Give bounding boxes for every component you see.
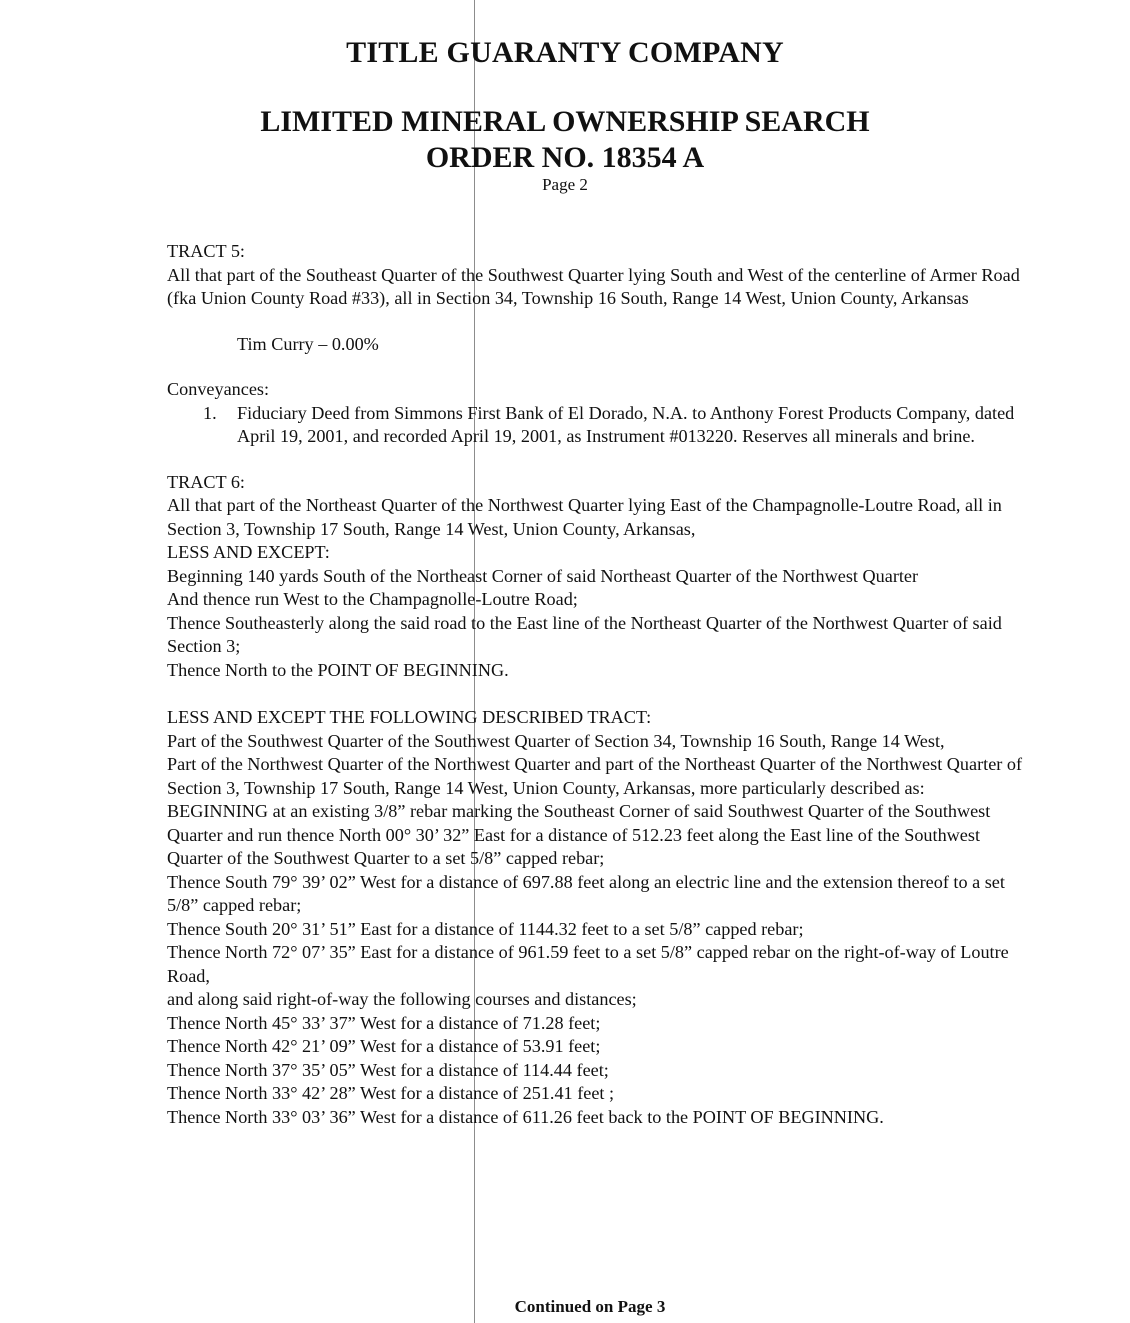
except-line: and along said right-of-way the following courses and distances; xyxy=(167,989,637,1009)
except-line: Thence South 20° 31’ 51” East for a distance of 1144.32 feet to a set 5/8” capped rebar; xyxy=(167,918,804,939)
except-heading: LESS AND EXCEPT THE FOLLOWING DESCRIBED TRACT: xyxy=(167,707,652,727)
tract6-line: All that part of the Northeast Quarter of the Northwest Quarter lying East of the Champagnolle-Loutre Road, all in Section 3, Township 17 South, Range 14 West, Union County, Arkansas, xyxy=(167,495,1002,539)
tract6-line: And thence run West to the Champagnolle-Loutre Road; xyxy=(167,589,578,609)
tract6-line: Thence Southeasterly along the said road to the East line of the Northeast Quarter of the Northwest Quarter of said Section 3; xyxy=(167,612,1002,656)
conveyance-text: Fiduciary Deed from Simmons First Bank of El Dorado, N.A. to Anthony Forest Products Company, dated April 19, 2001, and recorded April 19, 2001, as Instrument #013220. Reserves all minerals and brine. xyxy=(237,402,1015,446)
document-title xyxy=(0,104,1130,176)
document-title-line1: LIMITED MINERAL OWNERSHIP SEARCH xyxy=(260,105,870,138)
except-line: Thence North 45° 33’ 37” West for a distance of 71.28 feet; xyxy=(167,1012,601,1033)
tract5-owner: Tim Curry – 0.00% xyxy=(237,333,379,354)
company-name: TITLE GUARANTY COMPANY xyxy=(346,36,784,69)
tract5-heading: TRACT 5: xyxy=(167,241,245,261)
tract6-line: Thence North to the POINT OF BEGINNING. xyxy=(167,659,509,680)
except-line: Thence North 37° 35’ 05” West for a distance of 114.44 feet; xyxy=(167,1059,609,1080)
conveyance-number: 1. xyxy=(203,402,217,423)
tract6-line: LESS AND EXCEPT: xyxy=(167,542,330,562)
conveyance-item xyxy=(167,402,1027,449)
except-line: Thence North 72° 07’ 35” East for a distance of 961.59 feet to a set 5/8” capped rebar on the right-of-way of Loutre Road, xyxy=(167,942,1009,986)
tract5-description: All that part of the Southeast Quarter of the Southwest Quarter lying South and West of the centerline of Armer Road (fka Union County Road #33), all in Section 34, Township 16 South, Range 14 West, Union County, Arkansas xyxy=(167,264,1020,308)
except-line: Thence North 33° 42’ 28” West for a distance of 251.41 feet ; xyxy=(167,1083,615,1103)
except-line: Thence South 79° 39’ 02” West for a distance of 697.88 feet along an electric line and the extension thereof to a set 5/8” capped rebar; xyxy=(167,871,1005,915)
tract6-heading: TRACT 6: xyxy=(167,471,245,492)
except-line: Thence North 33° 03’ 36” West for a distance of 611.26 feet back to the POINT OF BEGINNING. xyxy=(167,1106,884,1127)
conveyances-label: Conveyances: xyxy=(167,379,270,399)
continued-footer: Continued on Page 3 xyxy=(514,1297,666,1316)
except-line: BEGINNING at an existing 3/8” rebar marking the Southeast Corner of said Southwest Quarter of the Southwest Quarter and run thence North 00° 30’ 32” East for a distance of 512.23 feet along the East line of the Southwest Quarter of the Southwest Quarter to a set 5/8” capped rebar; xyxy=(167,801,991,868)
except-line: Thence North 42° 21’ 09” West for a distance of 53.91 feet; xyxy=(167,1036,601,1056)
tract6-line: Beginning 140 yards South of the Northeast Corner of said Northeast Quarter of the Northwest Quarter xyxy=(167,565,919,586)
except-line: Part of the Northwest Quarter of the Northwest Quarter and part of the Northeast Quarter of the Northwest Quarter of Section 3, Township 17 South, Range 14 West, Union County, Arkansas, more particularly described as: xyxy=(167,754,1023,798)
page-number: Page 2 xyxy=(542,175,588,194)
except-line: Part of the Southwest Quarter of the Southwest Quarter of Section 34, Township 16 South, Range 14 West, xyxy=(167,730,945,751)
order-number: ORDER NO. 18354 A xyxy=(425,141,705,174)
document-body xyxy=(167,240,1027,1129)
